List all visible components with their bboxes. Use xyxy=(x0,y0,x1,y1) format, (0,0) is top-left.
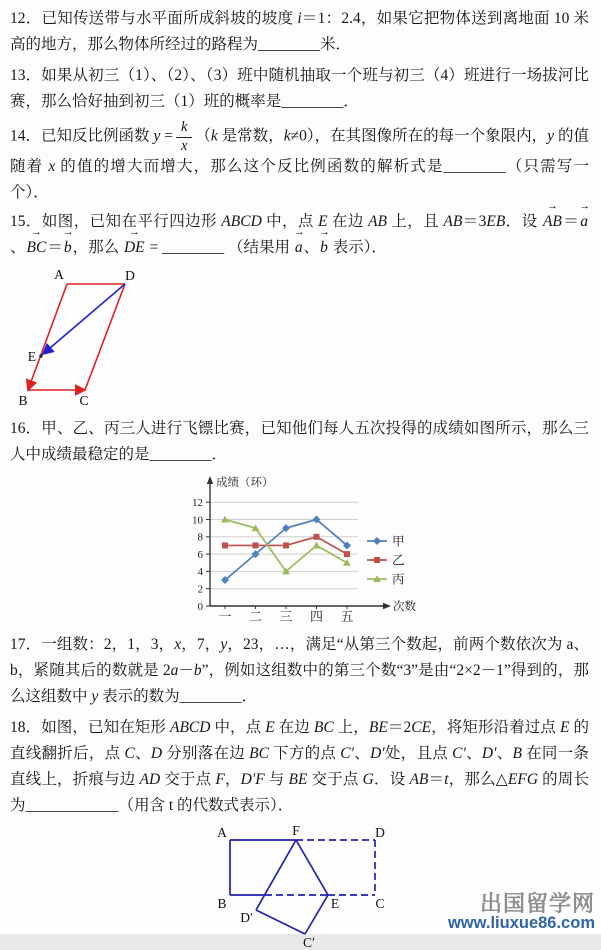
side-DC xyxy=(85,284,125,390)
label-E: E xyxy=(330,896,340,912)
label-D-prime: D′ xyxy=(240,910,253,926)
question-17: 17．一组数：2，1，3，x，7，y，23，…，满足“从第三个数起，前两个数依次为 a、b，紧随其后的数就是 2a－b”，例如这组数中的第三个数“3”是由“2×2－1”得到的，那么这组数中 y 表示的数为________． xyxy=(10,636,589,706)
x-category-label: 五 xyxy=(340,609,354,625)
y-tick-label: 0 xyxy=(197,601,203,614)
x-axis-title: 次数 xyxy=(393,601,416,614)
x-category-label: 二 xyxy=(248,609,263,625)
marker-square xyxy=(222,543,228,549)
marker-square xyxy=(374,557,380,563)
question-14: 14．已知反比例函数 y = $\frac{k}{x}$ （k 是常数，k≠0），在其图像所在的每一个象限内，y 的值随着 x 的值的增大而增大，那么这个反比例函数的解析式是________（只需写一个）． xyxy=(10,119,589,202)
label-D: D xyxy=(375,825,385,841)
label-C: C xyxy=(79,393,89,409)
label-F: F xyxy=(292,823,300,839)
question-12: 12．已知传送带与水平面所成斜坡的坡度 i＝1：2.4，如果它把物体送到离地面 10 米高的地方，那么物体所经过的路程为________米． xyxy=(10,10,589,53)
x-category-label: 一 xyxy=(218,609,232,625)
side-AB-arrow xyxy=(28,284,67,390)
label-B: B xyxy=(18,393,28,409)
marker-square xyxy=(344,551,350,557)
label-D: D xyxy=(125,268,135,284)
label-C: C xyxy=(375,896,385,912)
label-A: A xyxy=(217,825,227,841)
rectangle-fold-svg xyxy=(208,824,403,950)
question-16: 16．甲、乙、丙三人进行飞镖比赛，已知他们每人五次投得的成绩如图所示，那么三人中成绩最稳定的是________． xyxy=(10,420,589,464)
marker-diamond xyxy=(373,537,381,545)
parallelogram-figure xyxy=(10,266,589,414)
watermark xyxy=(447,890,595,933)
question-18: 18．如图，已知在矩形 ABCD 中，点 E 在边 BC 上，BE＝2CE，将矩形沿着过点 E 的直线翻折后，点 C、D 分别落在边 BC 下方的点 C′、D′处，且点 C′、D′、B 在同一条直线上，折痕与边 AD 交于点 F，D′F 与 BE 交于点 G．设 AB＝t，那么△EFG 的周长为____________（用含 t 的代数式表示）． xyxy=(10,719,589,815)
edge-DprimeCprime xyxy=(256,910,305,934)
x-axis-arrow xyxy=(383,603,391,609)
question-13: 13．如果从初三（1）、（2）、（3）班中随机抽取一个班与初三（4）班进行一场拔河比赛，那么恰好抽到初三（1）班的概率是________． xyxy=(10,67,589,110)
site-name: 出国留学网 xyxy=(479,890,595,916)
legend-label: 乙 xyxy=(392,553,405,568)
vector-DE-arrow xyxy=(43,284,125,354)
y-tick-label: 2 xyxy=(197,583,203,596)
y-axis-arrow xyxy=(207,476,213,484)
y-tick-label: 10 xyxy=(192,514,203,527)
x-category-label: 三 xyxy=(279,609,293,625)
label-B: B xyxy=(217,896,227,912)
legend-label: 丙 xyxy=(392,572,405,587)
marker-triangle xyxy=(313,542,321,549)
point-E-dot xyxy=(39,355,42,358)
y-tick-label: 6 xyxy=(197,549,203,562)
marker-square xyxy=(283,543,289,549)
line-chart-svg xyxy=(180,473,440,625)
marker-square xyxy=(253,543,259,549)
question-15: 15．如图，已知在平行四边形 ABCD 中，点 E 在边 AB 上，且 AB＝3EB．设 → AB＝→ a、→ BC＝→ b，那么 → DE = ________ （结果用 → a、→ b 表示）． xyxy=(10,209,589,261)
label-C-prime: C′ xyxy=(303,935,315,950)
label-E: E xyxy=(27,349,36,365)
site-url: www.liuxue86.com xyxy=(447,914,595,933)
marker-triangle xyxy=(343,559,351,566)
parallelogram-svg xyxy=(10,266,170,414)
y-axis-title: 成绩（环） xyxy=(216,477,274,490)
label-A: A xyxy=(54,267,64,283)
y-tick-label: 8 xyxy=(197,531,203,544)
x-category-label: 四 xyxy=(309,609,324,625)
marker-square xyxy=(314,534,320,540)
y-tick-label: 4 xyxy=(197,566,203,579)
y-tick-label: 12 xyxy=(192,497,203,510)
dart-score-chart xyxy=(180,473,589,630)
edge-CprimeE xyxy=(305,895,328,934)
edge-FDprime xyxy=(256,840,296,910)
legend-label: 甲 xyxy=(392,534,405,549)
crease-FE xyxy=(296,840,328,895)
